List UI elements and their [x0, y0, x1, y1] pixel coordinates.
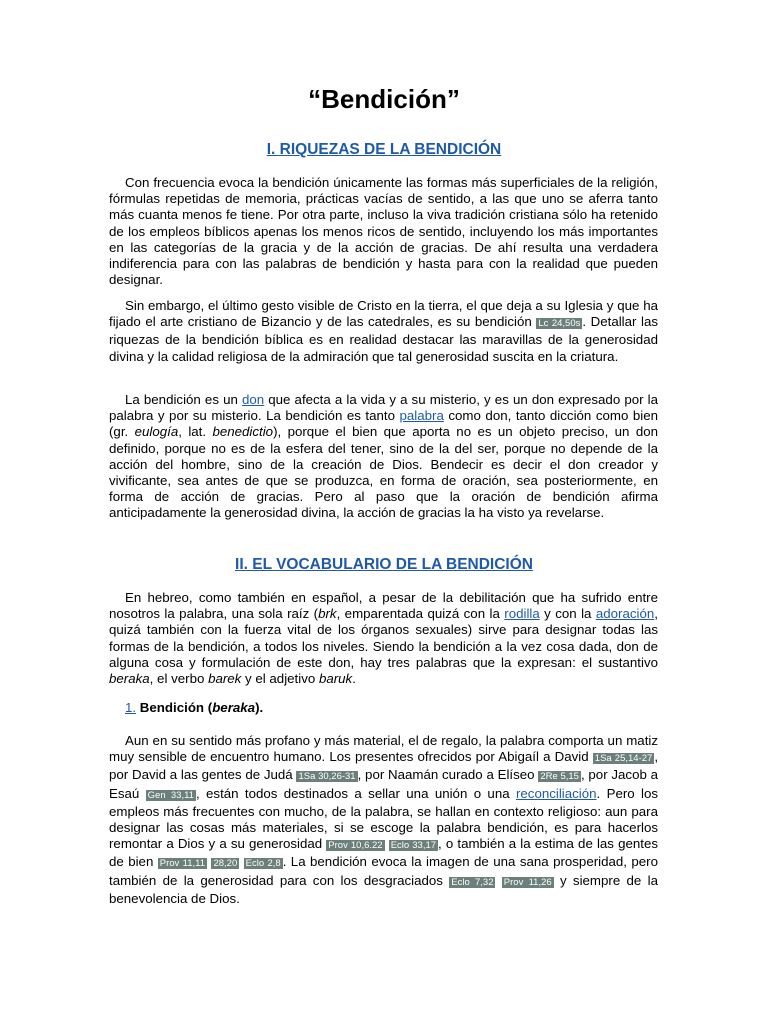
- paragraph-text: como don, tanto dicción como bien (gr.: [109, 408, 658, 440]
- document-title: “Bendición”: [308, 84, 460, 114]
- paragraph-text: , están todos destinados a sellar una unión o una: [195, 785, 516, 801]
- bible-ref-prov-10[interactable]: Prov 10,6.22: [328, 840, 383, 852]
- paragraph-text: , por David a las gentes de Judá: [109, 749, 659, 783]
- paragraph-5: [109, 733, 658, 907]
- paragraph-text: .: [352, 671, 356, 687]
- paragraph-text: y siempre de la benevolencia de Dios.: [109, 872, 658, 906]
- bible-ref-prov-11-26[interactable]: Prov 11,26: [503, 876, 552, 888]
- italic-term: brk: [318, 606, 337, 622]
- paragraph-text: , por Naamán curado a Elíseo: [357, 767, 539, 783]
- bible-ref-1sa-30[interactable]: 1Sa 30,26-31: [298, 771, 356, 783]
- paragraph-text: , quizá también con la fuerza vital de los órganos sexuales) sirve para designar todas las formas de la bendición, a todos los niveles. Siendo la bendición a la vez cosa dada, don de alguna cosa y formulación de este don, hay tres palabras que la expresan: el sustantivo: [109, 606, 658, 670]
- bible-ref-eclo-33[interactable]: Eclo 33,17: [390, 840, 437, 852]
- paragraph-text: La bendición es un: [125, 392, 242, 407]
- italic-term: barek: [208, 671, 242, 687]
- bible-ref-lc[interactable]: Lc 24,50s: [538, 318, 581, 330]
- subsection-number-link[interactable]: 1.: [125, 700, 137, 715]
- paragraph-text: . Detallar las riquezas de la bendición bíblica es en realidad destacar las maravillas de la generosidad divina y la calidad religiosa de la admiración que tal generosidad suscita en la criatura.: [109, 314, 658, 364]
- subsection-title: [136, 700, 263, 715]
- link-palabra[interactable]: palabra: [399, 408, 444, 424]
- paragraph-text: . Pero los empleos más frecuentes con mucho, de la palabra, se hallan en contexto religioso: aun para designar las cosas más materiales, si se escoge la palabra bendición, es para hacerlos remontar a Dios y a su generosidad: [109, 785, 658, 852]
- paragraph-text: , o también a la estima de las gentes de bien: [109, 836, 658, 870]
- bible-ref-2re[interactable]: 2Re 5,15: [540, 771, 579, 783]
- link-rodilla[interactable]: rodilla: [504, 606, 540, 622]
- paragraph-text: y el adjetivo: [241, 671, 319, 687]
- italic-term: beraka: [212, 700, 256, 715]
- bible-ref-eclo-2[interactable]: Eclo 2,8: [245, 858, 281, 870]
- paragraph-text: que afecta a la vida y a su misterio, y es un don expresado por la palabra y por su misterio. La bendición es tanto: [109, 392, 658, 424]
- section-heading-vocabulario: II. EL VOCABULARIO DE LA BENDICIÓN: [235, 556, 533, 573]
- paragraph-2: [109, 298, 658, 365]
- link-don[interactable]: don: [241, 392, 265, 407]
- italic-term: beraka: [109, 671, 150, 687]
- paragraph-text: . La bendición evoca la imagen de una sana prosperidad, pero también de la generosidad para con los desgraciados: [109, 854, 659, 888]
- paragraph-text: , por Jacob a Esaú: [109, 767, 659, 801]
- paragraph-3: [109, 392, 658, 522]
- paragraph-4: [109, 590, 658, 687]
- subsection-heading-beraka: [125, 700, 263, 715]
- section-heading-riquezas: I. RIQUEZAS DE LA BENDICIÓN: [266, 141, 502, 158]
- paragraph-text: Sin embargo, el último gesto visible de Cristo en la tierra, el que deja a su Iglesia y que ha fijado el arte cristiano de Bizancio y de las catedrales, es su bendición: [109, 298, 658, 330]
- paragraph-1: Con frecuencia evoca la bendición únicamente las formas más superficiales de la religión, fórmulas repetidas de memoria, prácticas vacías de sentido, a las que uno se aferra tanto más cuanta menos fe tiene. Por otra parte, incluso la viva tradición cristiana sólo ha retenido de los empleos bíblicos apenas los menos ricos de sentido, incluyendo los más importantes en las categorías de la gracia y de la acción de gracias. De ahí resulta una verdadera indiferencia para con las palabras de bendición y hasta para con la realidad que pueden designar.: [109, 175, 658, 288]
- italic-term: eulogía: [134, 424, 179, 440]
- link-reconciliacion[interactable]: reconciliación: [515, 785, 597, 801]
- paragraph-text: ), porque el bien que aporta no es un objeto preciso, un don definido, porque no es de la esfera del tener, sino de la del ser, porque no depende de la acción del hombre, sino de la creación de Dios. Bendecir es decir el don creador y vivificante, sea antes de que se produzca, en forma de oración, sea posteriormente, en forma de acción de gracias. Pero al paso que la oración de bendición afirma anticipadamente la generosidad divina, la acción de gracias la ha visto ya revelarse.: [109, 424, 659, 521]
- link-adoracion[interactable]: adoración: [595, 606, 655, 622]
- paragraph-text: , el verbo: [149, 671, 209, 687]
- paragraph-text: Aun en su sentido más profano y más material, el de regalo, la palabra comporta un matiz muy sensible de encuentro humano. Los presentes ofrecidos por Abigaíl a David: [109, 733, 658, 765]
- subsection-title-text: Bendición (: [136, 700, 213, 715]
- bible-ref-28-20[interactable]: 28,20: [213, 858, 238, 870]
- italic-term: benedictio: [212, 424, 274, 440]
- bible-ref-eclo-7[interactable]: Eclo 7,32: [451, 876, 494, 888]
- bible-ref-1sa-25[interactable]: 1Sa 25,14-27: [594, 753, 653, 765]
- italic-term: baruk: [318, 671, 353, 687]
- paragraph-text: , lat.: [178, 424, 213, 440]
- paragraph-text: y con la: [539, 606, 596, 622]
- paragraph-text: En hebreo, como también en español, a pesar de la debilitación que ha sufrido entre nosotros la palabra, una sola raíz (: [109, 590, 658, 622]
- paragraph-text: , emparentada quizá con la: [336, 606, 505, 622]
- subsection-title-text: ).: [255, 700, 264, 715]
- bible-ref-gen[interactable]: Gen 33,11: [147, 789, 194, 801]
- bible-ref-prov-11-11[interactable]: Prov 11,11: [159, 858, 206, 870]
